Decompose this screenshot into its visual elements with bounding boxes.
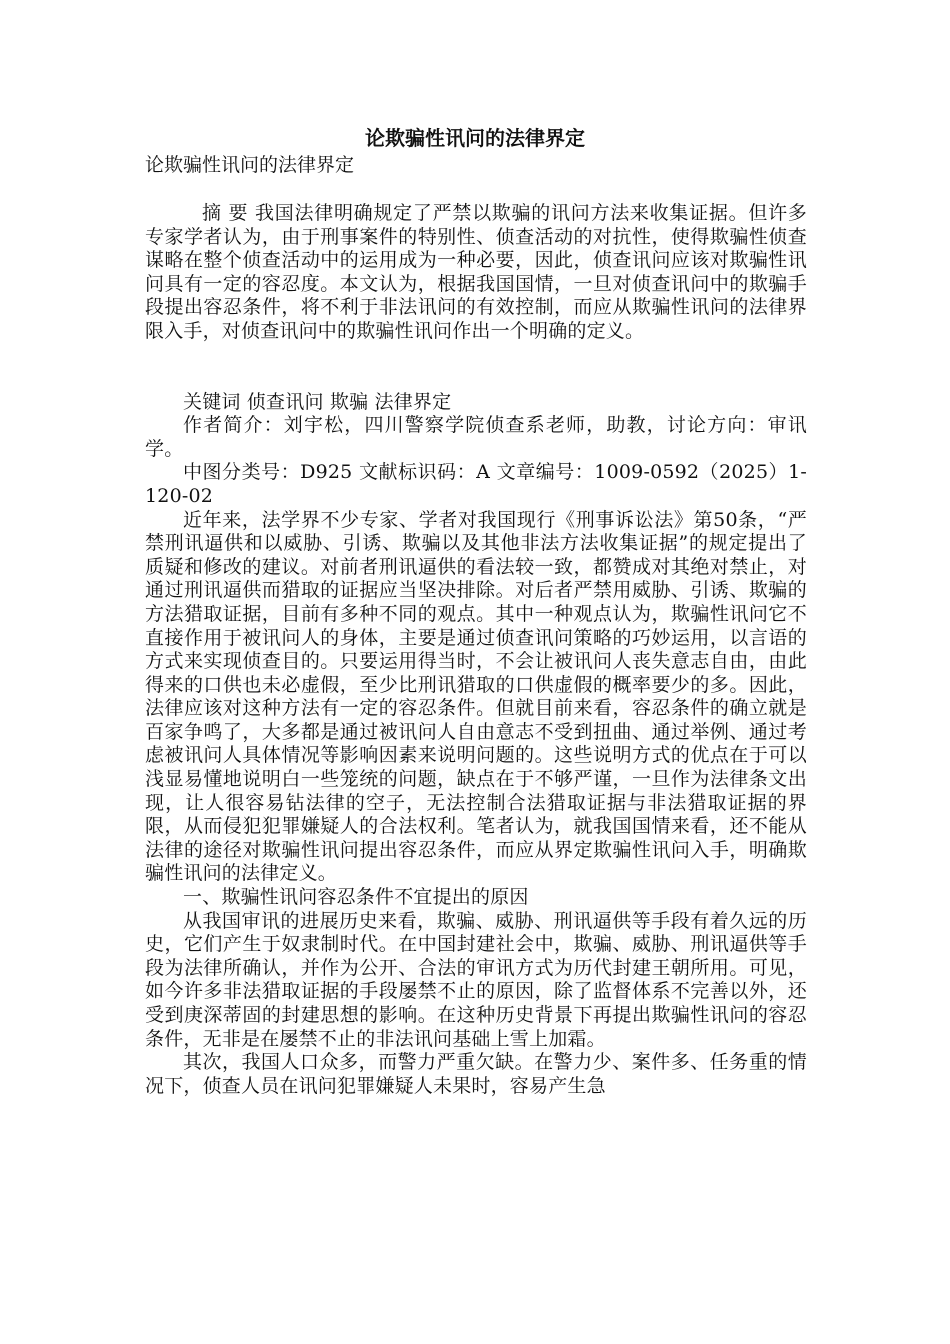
- abstract-paragraph: 摘 要 我国法律明确规定了严禁以欺骗的讯问方法来收集证据。但许多专家学者认为，由于刑事案件的特别性、侦查活动的对抗性，使得欺骗性侦查谋略在整个侦查活动中的运用成为一种必要，因此，侦查讯问应该对欺骗性讯问具有一定的容忍度。本文认为，根据我国国情，一旦对侦查讯问中的欺骗手段提出容忍条件，将不利于非法讯问的有效控制，而应从欺骗性讯问的法律界限入手，对侦查讯问中的欺骗性讯问作出一个明确的定义。: [145, 202, 807, 342]
- body-paragraph: 近年来，法学界不少专家、学者对我国现行《刑事诉讼法》第50条，“严禁刑讯逼供和以威胁、引诱、欺骗以及其他非法方法收集证据”的规定提出了质疑和修改的建议。对前者刑讯逼供的看法较一致，都赞成对其绝对禁止，对通过刑讯逼供而猎取的证据应当坚决排除。对后者严禁用威胁、引诱、欺骗的方法猎取证据，目前有多种不同的观点。其中一种观点认为，欺骗性讯问它不直接作用于被讯问人的身体，主要是通过侦查讯问策略的巧妙运用，以言语的方式来实现侦查目的。只要运用得当时，不会让被讯问人丧失意志自由，由此得来的口供也未必虚假，至少比刑讯猎取的口供虚假的概率要少的多。因此，法律应该对这种方法有一定的容忍条件。但就目前来看，容忍条件的确立就是百家争鸣了，大多都是通过被讯问人自由意志不受到扭曲、通过举例、通过考虑被讯问人具体情况等影响因素来说明问题的。这些说明方式的优点在于可以浅显易懂地说明白一些笼统的问题，缺点在于不够严谨，一旦作为法律条文出现，让人很容易钻法律的空子，无法控制合法猎取证据与非法猎取证据的界限，从而侵犯犯罪嫌疑人的合法权利。笔者认为，就我国国情来看，还不能从法律的途径对欺骗性讯问提出容忍条件，而应从界定欺骗性讯问入手，明确欺骗性讯问的法律定义。: [145, 508, 807, 885]
- author-bio: 作者简介：刘宇松，四川警察学院侦查系老师，助教，讨论方向：审讯学。: [145, 414, 807, 460]
- classification-line: 中图分类号：D925 文献标识码：A 文章编号：1009-0592（2025）1-120-02: [145, 461, 807, 507]
- keywords-line: 关键词 侦查讯问 欺骗 法律界定: [183, 390, 452, 413]
- document-title: 论欺骗性讯问的法律界定: [365, 126, 585, 150]
- document-subtitle: 论欺骗性讯问的法律界定: [145, 154, 355, 176]
- body-paragraph: 从我国审讯的进展历史来看，欺骗、威胁、刑讯逼供等手段有着久远的历史，它们产生于奴隶制时代。在中国封建社会中，欺骗、威胁、刑讯逼供等手段为法律所确认，并作为公开、合法的审讯方式为历代封建王朝所用。可见，如今许多非法猎取证据的手段屡禁不止的原因，除了监督体系不完善以外，还受到庚深蒂固的封建思想的影响。在这种历史背景下再提出欺骗性讯问的容忍条件，无非是在屡禁不止的非法讯问基础上雪上加霜。: [145, 909, 807, 1050]
- body-paragraph: 其次，我国人口众多，而警力严重欠缺。在警力少、案件多、任务重的情况下，侦查人员在讯问犯罪嫌疑人未果时，容易产生急: [145, 1051, 807, 1097]
- document-body: [145, 198, 807, 1098]
- section-heading: 一、欺骗性讯问容忍条件不宜提出的原因: [183, 886, 529, 909]
